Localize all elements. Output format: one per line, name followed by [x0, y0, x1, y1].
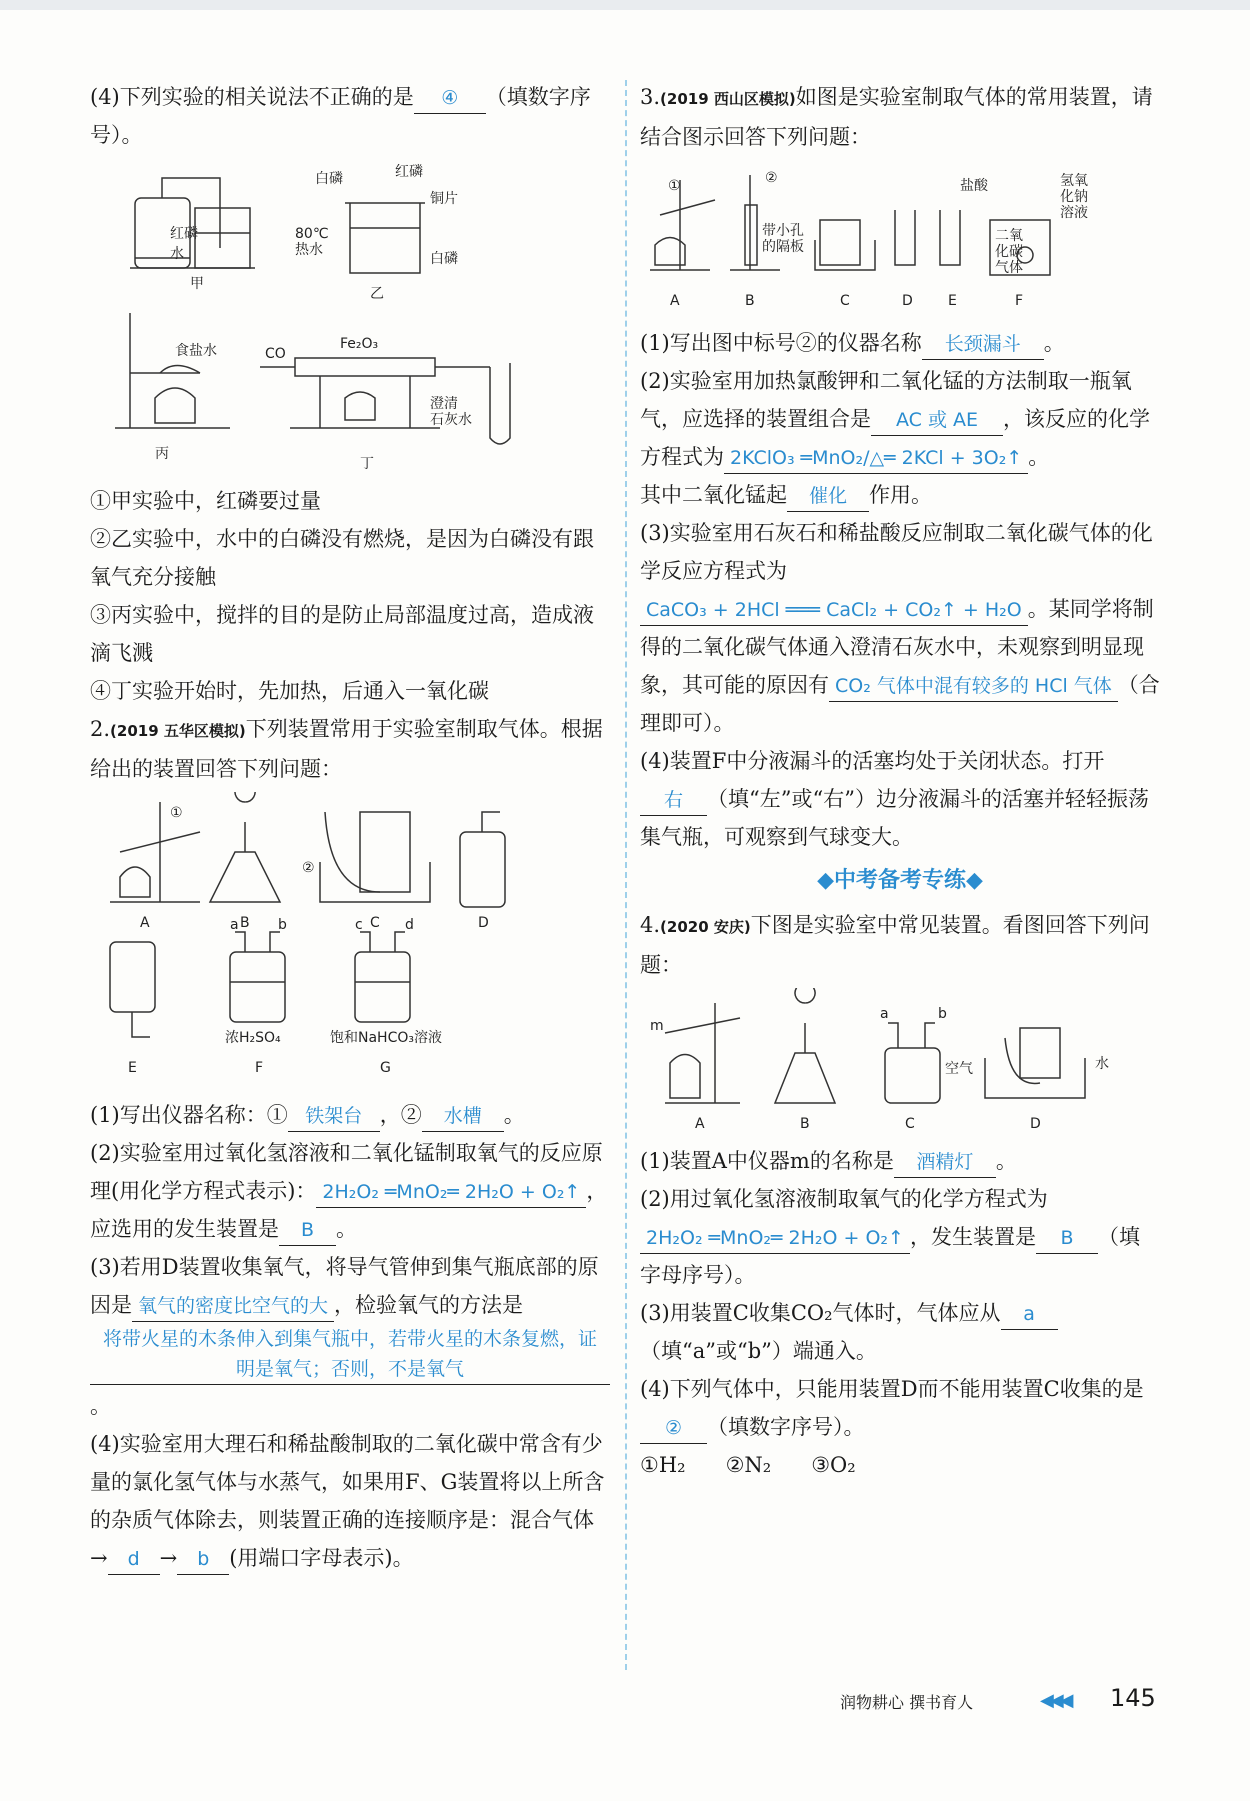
q2-3-answer-2: 将带火星的木条伸入到集气瓶中，若带火星的木条复燃，证明是氧气；否则，不是氧气 [90, 1324, 610, 1385]
q2-1-mid: ，② [379, 1103, 422, 1127]
q4-2-end: （填字母序号）。 [640, 1225, 1140, 1287]
label-A: A [695, 1116, 705, 1132]
label-C: C [370, 915, 380, 931]
option-3: ③丙实验中，搅拌的目的是防止局部温度过高，造成液滴飞溅 [90, 603, 594, 665]
label-red-phosphorus-2: 红磷 [395, 164, 423, 180]
q4-option-1: ①H₂ [640, 1453, 686, 1477]
label-B: B [745, 293, 755, 309]
q1-4-tail: （填数字序号）。 [90, 85, 591, 147]
label-white-phosphorus: 白磷 [315, 171, 343, 187]
q4-text: 下图是实验室中常见装置。看图回答下列问题： [640, 913, 1150, 977]
label-A: A [140, 915, 150, 931]
q2-1 [90, 1096, 610, 1134]
label-C: C [905, 1116, 915, 1132]
q4-3-answer: a [1001, 1299, 1058, 1330]
label-jia: 甲 [190, 276, 204, 292]
q2-4 [90, 1425, 610, 1577]
label-a: a [880, 1006, 889, 1022]
option-4: ④丁实验开始时，先加热，后通入一氧化碳 [90, 679, 489, 703]
label-fe2o3: Fe₂O₃ [340, 336, 379, 352]
q3-2-answer-3: 催化 [787, 481, 869, 512]
q4-1-answer: 酒精灯 [894, 1147, 996, 1178]
q4-stem [640, 906, 1160, 984]
label-E: E [948, 293, 957, 309]
q4-4-answer: ② [640, 1413, 707, 1444]
label-naoh-solution: 氢氧化钠溶液 [1060, 173, 1088, 221]
q4-2-equation: 2H₂O₂ ═MnO₂═ 2H₂O + O₂↑ [640, 1223, 910, 1254]
label-D: D [478, 915, 489, 931]
label-water: 水 [170, 246, 184, 262]
q2-1-end: 。 [503, 1103, 525, 1127]
q3-1-answer: 长颈漏斗 [922, 329, 1044, 360]
q2-4-answer-1: d [108, 1544, 160, 1575]
q2-text: 下列装置常用于实验室制取气体。根据给出的装置回答下列问题： [90, 717, 603, 781]
q4-number: 4. [640, 913, 661, 937]
q3-4-pre: (4)装置F中分液漏斗的活塞均处于关闭状态。打开 [640, 749, 1105, 773]
label-co: CO [265, 346, 286, 362]
q2-3-answer-1: 氧气的密度比空气的大 [132, 1291, 334, 1322]
label-circle-1: ① [668, 178, 681, 194]
q3-1-pre: (1)写出图中标号②的仪器名称 [640, 331, 922, 355]
top-bar [0, 0, 1250, 10]
q3-1-end: 。 [1043, 331, 1065, 355]
label-copper-sheet: 铜片 [430, 191, 458, 207]
q4-1-pre: (1)装置A中仪器m的名称是 [640, 1149, 894, 1173]
q4-options [640, 1446, 1160, 1484]
q3-4-end: （填“左”或“右”）边分液漏斗的活塞并轻轻振荡集气瓶，可观察到气球变大。 [640, 787, 1149, 849]
q3-2-pre: (2)实验室用加热氯酸钾和二氧化锰的方法制取一瓶氧气，应选择的装置组合是 [640, 369, 1132, 431]
q3-3-answer: CO₂ 气体中混有较多的 HCl 气体 [829, 671, 1118, 702]
q3-2-answer-1: AC 或 AE [871, 405, 1003, 436]
q4-source: (2020 安庆) [660, 918, 751, 936]
column-divider [625, 80, 627, 1670]
label-C: C [840, 293, 850, 309]
label-D: D [902, 293, 913, 309]
q3-4-answer: 右 [640, 785, 707, 816]
q3-2-mid: ，该反应的化学方程式为 [640, 407, 1150, 469]
label-circle-1: ① [170, 805, 183, 821]
q4-option-3: ③O₂ [811, 1453, 856, 1477]
q2-2-end: 。 [336, 1217, 357, 1241]
q2-source: (2019 五华区模拟) [110, 722, 246, 740]
option-1: ①甲实验中，红磷要过量 [90, 489, 321, 513]
page-number: 145 [1110, 1684, 1156, 1712]
q3-2b [640, 476, 1160, 514]
section-title: ◆中考备考专练◆ [817, 868, 983, 893]
option-2: ②乙实验中，水中的白磷没有燃烧，是因为白磷没有跟氧气充分接触 [90, 527, 594, 589]
q3-source: (2019 西山区模拟) [660, 90, 796, 108]
label-white-phosphorus-2: 白磷 [430, 251, 458, 267]
label-hydrochloric-acid: 盐酸 [960, 178, 988, 194]
label-air: 空气 [945, 1061, 973, 1077]
label-hot-water: 80℃热水 [295, 226, 329, 258]
label-h2so4: 浓H₂SO₄ [225, 1030, 281, 1046]
label-b: b [938, 1006, 947, 1022]
label-bing: 丙 [155, 446, 169, 462]
q2-2-mid: ，应选用的发生装置是 [90, 1179, 608, 1241]
q4-2-mid: ，发生装置是 [909, 1225, 1036, 1249]
q4-2 [640, 1180, 1160, 1294]
q3-3-mid: 。某同学将制得的二氧化碳气体通入澄清石灰水中，未观察到明显现象，其可能的原因有 [640, 597, 1154, 697]
q3-3-pre: (3)实验室用石灰石和稀盐酸反应制取二氧化碳气体的化学反应方程式为 [640, 521, 1153, 583]
q3-3-equation: CaCO₃ + 2HCl ═══ CaCl₂ + CO₂↑ + H₂O [640, 595, 1028, 626]
q1-4-stem: (4)下列实验的相关说法不正确的是 [90, 85, 414, 109]
q2-1-answer-2: 水槽 [422, 1101, 504, 1132]
label-yi: 乙 [370, 286, 384, 302]
label-a: a [230, 917, 239, 933]
q2-1-answer-1: 铁架台 [288, 1101, 380, 1132]
q4-4-end: （填数字序号）。 [707, 1415, 865, 1439]
label-B: B [240, 915, 250, 931]
q4-option-2: ②N₂ [725, 1453, 772, 1477]
q2-2-equation: 2H₂O₂ ═MnO₂═ 2H₂O + O₂↑ [316, 1177, 586, 1208]
q2-4-end: (用端口字母表示)。 [229, 1546, 414, 1570]
label-limewater: 澄清石灰水 [430, 396, 472, 428]
label-c: c [355, 917, 363, 933]
label-nahco3: 饱和NaHCO₃溶液 [330, 1030, 442, 1046]
q2-4-answer-2: b [177, 1544, 229, 1575]
left-column [90, 78, 610, 1577]
rewind-arrows-icon: ◀◀◀ [1040, 1690, 1070, 1711]
q3-1 [640, 324, 1160, 362]
label-b: b [278, 917, 287, 933]
label-circle-2: ② [302, 860, 315, 876]
q4-1-end: 。 [995, 1149, 1017, 1173]
figure-2-apparatus [90, 792, 600, 1092]
right-column [640, 78, 1160, 1484]
q2-3-end: 。 [90, 1394, 111, 1418]
label-d: d [405, 917, 414, 933]
q2-2-answer: B [279, 1215, 336, 1246]
q3-2-end: 。 [1028, 445, 1050, 469]
q4-3-pre: (3)用装置C收集CO₂气体时，气体应从 [640, 1301, 1001, 1325]
q4-2-pre: (2)用过氧化氢溶液制取氧气的化学方程式为 [640, 1187, 1048, 1211]
label-red-phosphorus: 红磷 [170, 226, 198, 242]
label-ding: 丁 [360, 456, 374, 472]
figure-1-apparatus [90, 158, 600, 478]
q2-2-pre: (2)实验室用过氧化氢溶液和二氧化锰制取氧气的反应原理(用化学方程式表示)： [90, 1141, 603, 1203]
label-A: A [670, 293, 680, 309]
label-circle-2: ② [765, 170, 778, 186]
q2-3-mid: ，检验氧气的方法是 [334, 1293, 524, 1317]
q4-1 [640, 1142, 1160, 1180]
q3-stem [640, 78, 1160, 156]
q3-2-equation: 2KClO₃ ═MnO₂/△═ 2KCl + 3O₂↑ [724, 443, 1028, 474]
q2-4-pre: (4)实验室用大理石和稀盐酸制取的二氧化碳中常含有少量的氯化氢气体与水蒸气，如果用F、G装置将以上所含的杂质气体除去，则装置正确的连接顺序是：混合气体→ [90, 1432, 605, 1570]
figure-3-apparatus [640, 160, 1150, 320]
q3-2-end-2: 作用。 [869, 483, 932, 507]
label-B: B [800, 1116, 810, 1132]
label-salt-water: 食盐水 [175, 343, 217, 359]
label-G: G [380, 1060, 391, 1076]
footer [840, 1680, 1200, 1720]
q4-3-end: （填“a”或“b”）端通入。 [640, 1339, 877, 1363]
label-F: F [1015, 293, 1024, 309]
q2-number: 2. [90, 717, 111, 741]
label-E: E [128, 1060, 137, 1076]
footer-motto: 润物耕心 撰书育人 [840, 1693, 974, 1712]
q4-3 [640, 1294, 1160, 1370]
q4-2-answer: B [1036, 1223, 1098, 1254]
q3-number: 3. [640, 85, 661, 109]
q1-4 [90, 78, 610, 154]
q2-3-pre: (3)若用D装置收集氧气，将导气管伸到集气瓶底部的原因是 [90, 1255, 599, 1317]
q3-text: 如图是实验室制取气体的常用装置，请结合图示回答下列问题： [640, 85, 1153, 149]
q1-4-answer: ④ [414, 83, 486, 114]
label-co2-gas: 二氧化碳气体 [995, 228, 1023, 276]
q3-2-pre-2: 其中二氧化锰起 [640, 483, 787, 507]
q2-stem [90, 710, 610, 788]
q2-4-arrow: → [159, 1546, 178, 1570]
q3-4 [640, 742, 1160, 856]
q2-3 [90, 1248, 610, 1425]
label-water: 水 [1095, 1056, 1109, 1072]
figure-4-apparatus [640, 988, 1150, 1138]
q3-2 [640, 362, 1160, 476]
q3-3-end: （合理即可）。 [640, 673, 1160, 735]
label-D: D [1030, 1116, 1041, 1132]
label-F: F [255, 1060, 264, 1076]
q2-1-pre: (1)写出仪器名称：① [90, 1103, 288, 1127]
q4-4-pre: (4)下列气体中，只能用装置D而不能用装置C收集的是 [640, 1377, 1144, 1401]
q2-2 [90, 1134, 610, 1248]
q4-4 [640, 1370, 1160, 1446]
q3-3 [640, 514, 1160, 742]
label-m: m [650, 1018, 664, 1034]
label-perforated-plate: 带小孔的隔板 [762, 223, 804, 255]
